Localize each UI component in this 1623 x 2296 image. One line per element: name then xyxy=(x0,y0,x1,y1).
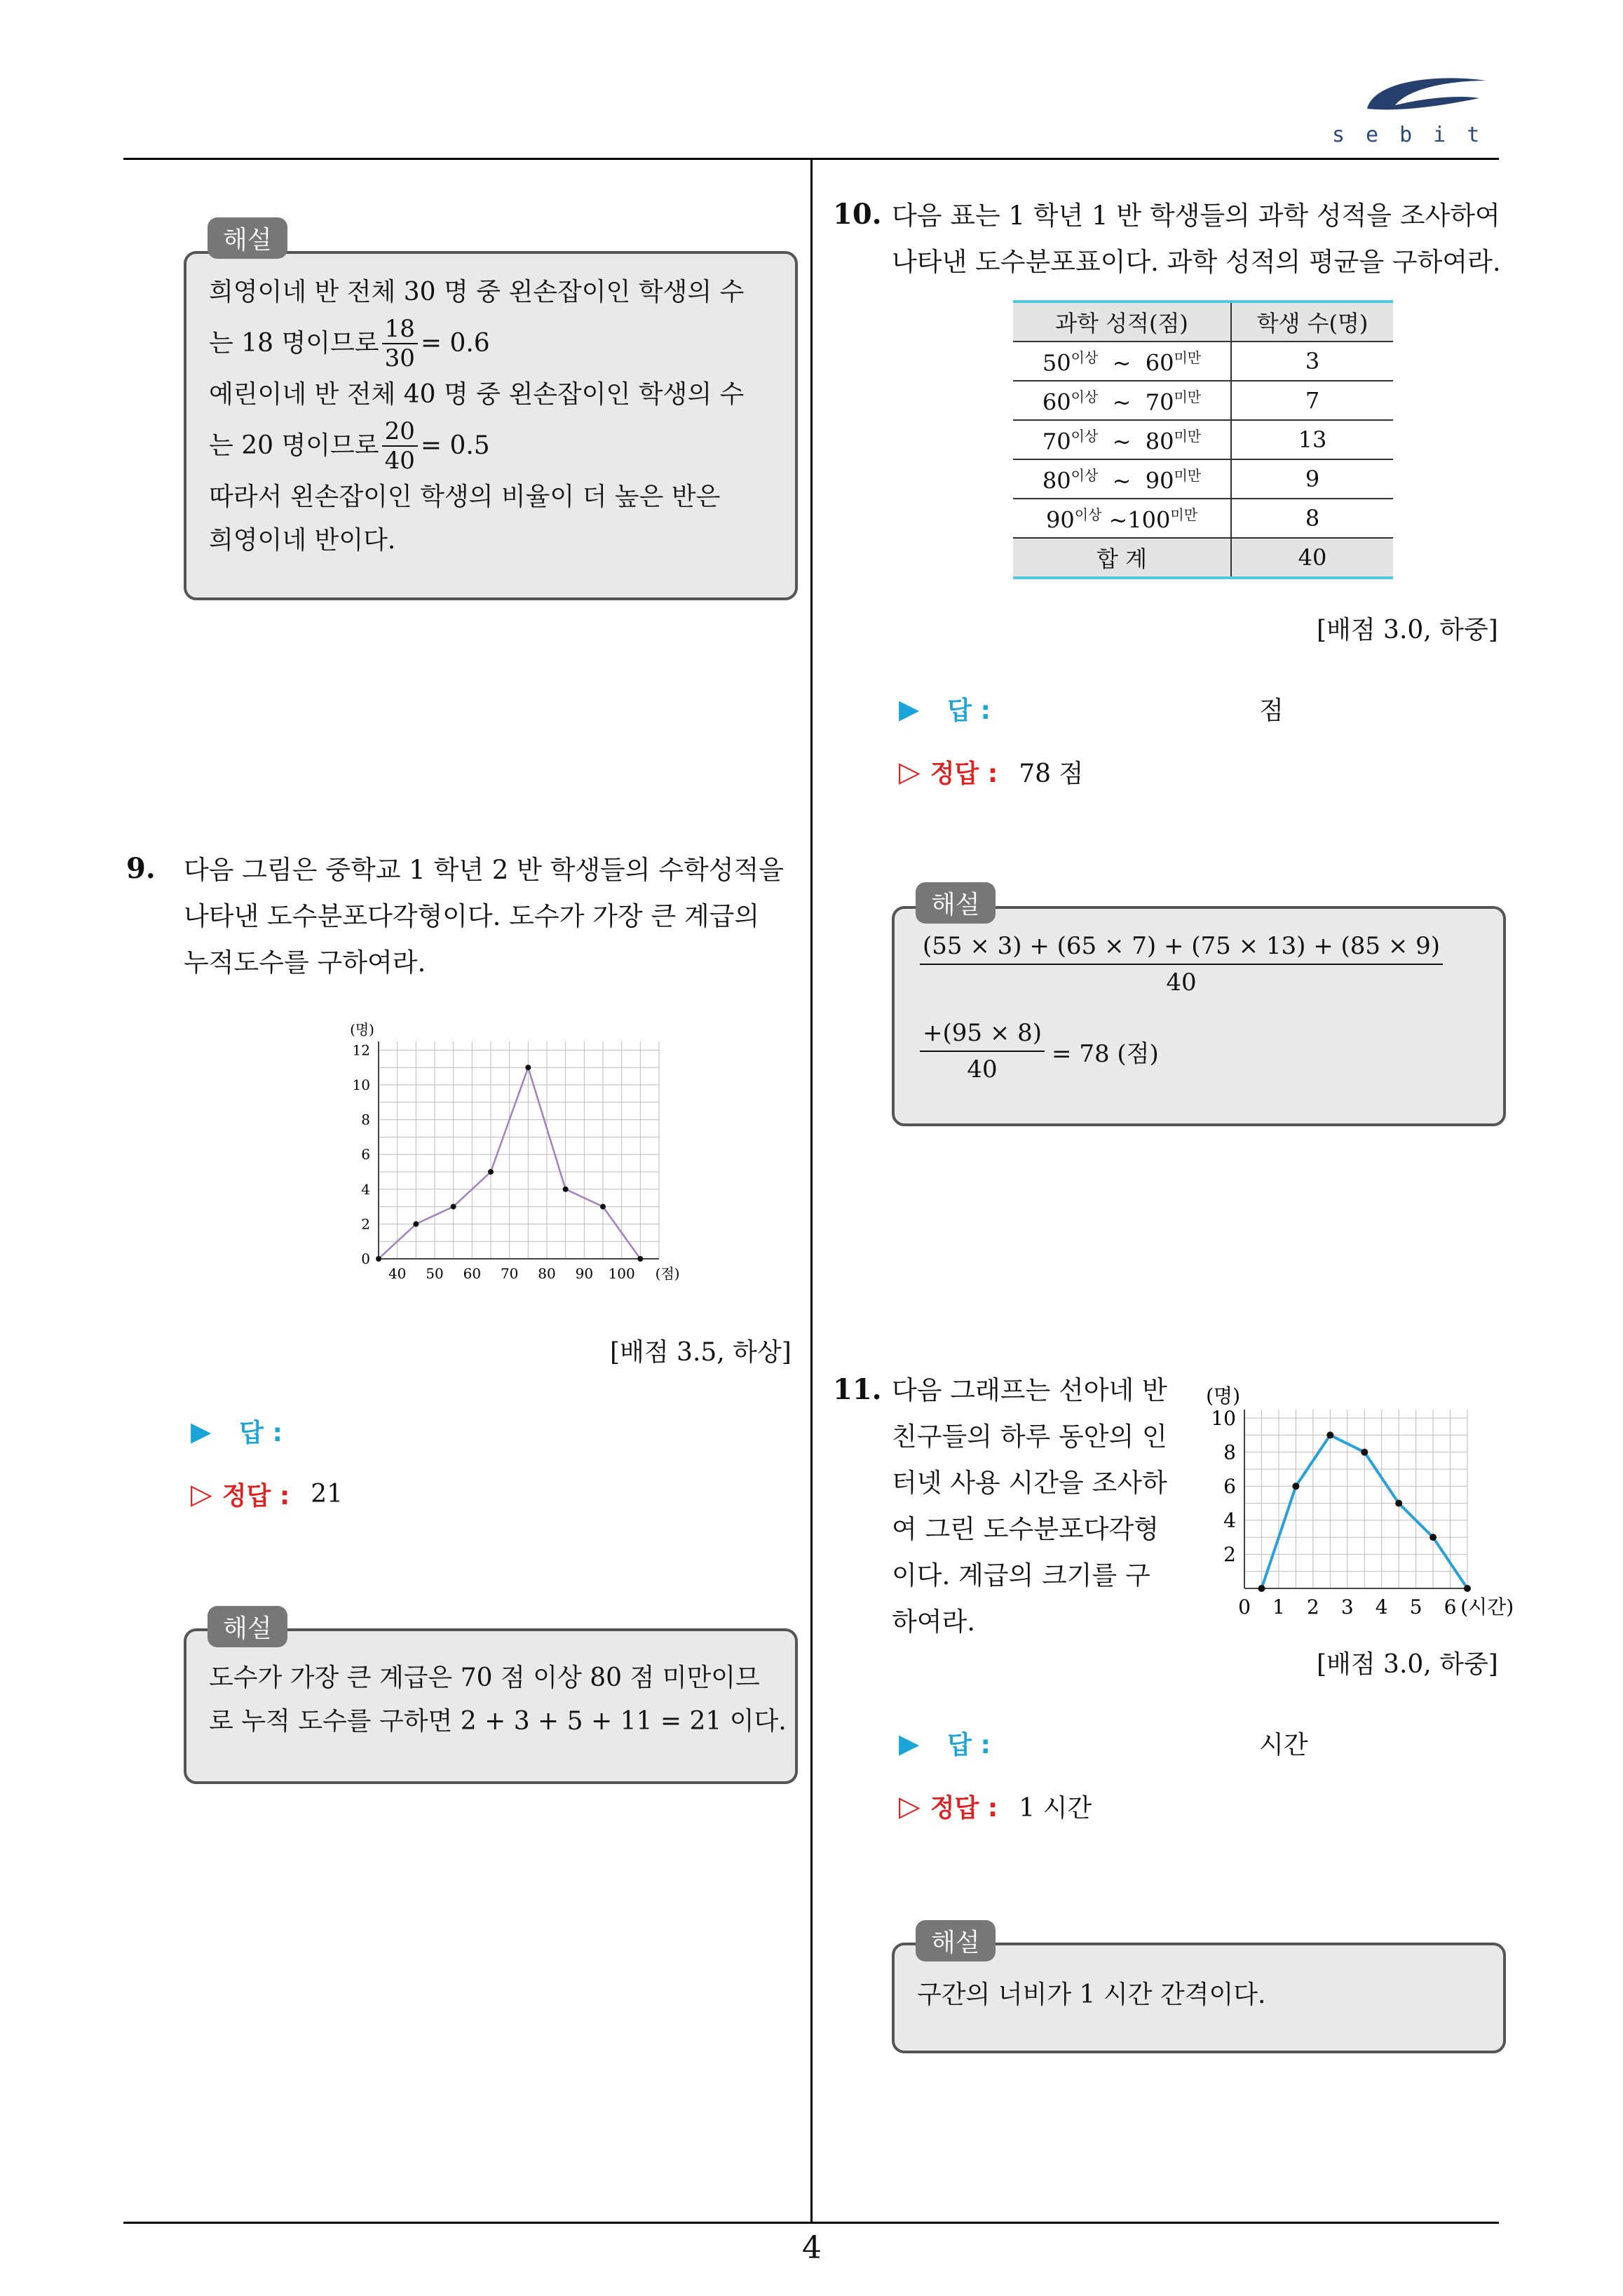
q9-correct-row xyxy=(191,1476,343,1512)
q10-score: [배점 3.0, 하중] xyxy=(1317,616,1498,644)
data-point xyxy=(563,1187,569,1192)
data-point xyxy=(376,1256,381,1262)
q10-explain-fraction-2: $\frac{+(95 \times 8)}{40}$ xyxy=(920,1015,1045,1087)
q9-explanation-box xyxy=(184,1628,798,1784)
page-number: 4 xyxy=(802,2230,822,2266)
q9-question: 다음 그림은 중학교 1 학년 2 반 학생들의 수학성적을 나타낸 도수분포다각형이다. 도수가 가장 큰 계급의 누적도수를 구하여라. xyxy=(184,855,785,978)
q11-frequency-polygon-chart xyxy=(1185,1375,1514,1627)
y-tick-label: 10 xyxy=(1211,1406,1236,1430)
q10-explain-result: = 78 (점) xyxy=(1052,1039,1159,1068)
sebit-logo-icon xyxy=(1353,67,1500,123)
q10-explanation-box xyxy=(892,906,1506,1126)
y-tick-label: 6 xyxy=(1223,1475,1236,1499)
q9-correct-value: 21 xyxy=(311,1480,344,1508)
q9-score: [배점 3.5, 하상] xyxy=(610,1338,792,1367)
q10-correct-row xyxy=(899,754,1083,790)
q10-explanation-badge: 해설 xyxy=(916,882,996,924)
q8-explain-line6: 희영이네 반이다. xyxy=(209,526,396,555)
q9-explain-line2: 로 누적 도수를 구하면 2 + 3 + 5 + 11 = 21 이다. xyxy=(209,1707,787,1736)
column-divider xyxy=(810,160,813,2222)
x-tick-label: 0 xyxy=(1238,1595,1251,1619)
x-tick-label: 100 xyxy=(608,1265,635,1282)
data-point xyxy=(1258,1585,1265,1592)
q9-number: 9. xyxy=(126,852,156,885)
data-point xyxy=(1361,1449,1368,1456)
data-point xyxy=(1326,1431,1333,1438)
answer-arrow-icon: ▶ xyxy=(191,1415,212,1447)
y-tick-label: 4 xyxy=(361,1180,370,1198)
q10-correct-value: 78 점 xyxy=(1019,759,1084,788)
x-tick-label: 5 xyxy=(1409,1595,1422,1619)
q10-number: 10. xyxy=(833,198,882,231)
correct-arrow-icon: ▷ xyxy=(899,1790,921,1823)
q11-answer-label: 답 : xyxy=(947,1731,991,1760)
y-axis-label: (명) xyxy=(1206,1384,1240,1407)
y-tick-label: 8 xyxy=(361,1111,370,1128)
y-tick-label: 10 xyxy=(352,1076,370,1093)
x-tick-label: 70 xyxy=(500,1265,519,1282)
q8-fraction-1: $\frac{18}{30}$ xyxy=(382,315,418,372)
q9-answer-row xyxy=(191,1413,283,1449)
x-tick-label: 40 xyxy=(388,1265,407,1282)
q11-answer-row xyxy=(899,1725,991,1761)
q8-explain-line3: 예린이네 반 전체 40 명 중 왼손잡이인 학생의 수 xyxy=(209,380,745,409)
answer-arrow-icon: ▶ xyxy=(899,693,920,724)
q10-answer-label: 답 : xyxy=(947,696,991,725)
q11-score: [배점 3.0, 하중] xyxy=(1317,1650,1498,1679)
sebit-logo xyxy=(1353,67,1500,123)
x-tick-label: 80 xyxy=(538,1265,556,1282)
data-point xyxy=(451,1204,456,1210)
data-point xyxy=(1395,1500,1402,1507)
y-tick-label: 6 xyxy=(361,1146,370,1163)
q11-correct-value: 1 시간 xyxy=(1019,1794,1092,1823)
table-row: $50^{이상}$ ~ $60^{미만}$ 3 xyxy=(1013,342,1393,381)
footer-rule xyxy=(123,2222,1499,2224)
x-tick-label: 4 xyxy=(1375,1595,1388,1619)
y-tick-label: 4 xyxy=(1223,1508,1236,1532)
q10-correct-label: 정답 : xyxy=(930,759,998,788)
correct-arrow-icon: ▷ xyxy=(899,755,921,788)
x-tick-label: 90 xyxy=(575,1265,594,1282)
q11-answer-unit: 시간 xyxy=(1259,1731,1308,1760)
x-tick-label: 6 xyxy=(1444,1595,1457,1619)
q9-explain-line1: 도수가 가장 큰 계급은 70 점 이상 80 점 미만이므 xyxy=(209,1663,760,1692)
q9-frequency-polygon-chart xyxy=(294,1010,701,1304)
q9-correct-label: 정답 : xyxy=(222,1482,290,1511)
q10-explain-fraction-1: $\frac{(55 \times 3) + (65 \times 7) + (75 \times 13) + (85 \times 9)}{40}$ xyxy=(920,928,1443,1000)
table-header-score: 과학 성적(점) xyxy=(1013,302,1231,342)
data-point xyxy=(1292,1483,1299,1490)
q10-question: 다음 표는 1 학년 1 반 학생들의 과학 성적을 조사하여 나타낸 도수분포표이다. 과학 성적의 평균을 구하여라. xyxy=(892,201,1501,277)
q9-answer-label: 답 : xyxy=(239,1419,283,1447)
x-axis-label: (점) xyxy=(655,1265,680,1282)
q11-correct-label: 정답 : xyxy=(930,1794,998,1823)
data-point xyxy=(413,1221,419,1227)
x-axis-label: (시간) xyxy=(1460,1595,1514,1619)
q11-question: 다음 그래프는 선아네 반 친구들의 하루 동안의 인 터넷 사용 시간을 조사하 여 그린 도수분포다각형 이다. 계급의 크기를 구 하여라. xyxy=(892,1375,1167,1637)
q8-explanation-box xyxy=(184,251,798,600)
q11-correct-row xyxy=(899,1788,1092,1824)
table-row: $90^{이상}$ $\sim 100^{미만}$ 8 xyxy=(1013,499,1393,538)
x-tick-label: 2 xyxy=(1306,1595,1319,1619)
data-point xyxy=(1430,1534,1437,1541)
x-tick-label: 60 xyxy=(463,1265,482,1282)
y-tick-label: 2 xyxy=(361,1215,370,1233)
y-tick-label: 12 xyxy=(352,1041,370,1059)
data-point xyxy=(637,1256,643,1262)
table-header-count: 학생 수(명) xyxy=(1231,302,1393,342)
sebit-logo-text: sebit xyxy=(1332,123,1501,147)
y-tick-label: 8 xyxy=(1223,1440,1236,1464)
y-tick-label: 2 xyxy=(1223,1543,1236,1567)
table-row: $80^{이상}$ ~ $90^{미만}$ 9 xyxy=(1013,459,1393,499)
table-row: $70^{이상}$ ~ $80^{미만}$ 13 xyxy=(1013,420,1393,459)
q10-answer-row xyxy=(899,691,991,727)
correct-arrow-icon: ▷ xyxy=(191,1478,212,1511)
x-tick-label: 3 xyxy=(1340,1595,1354,1619)
data-point xyxy=(600,1204,606,1210)
table-total-row: 합 계 40 xyxy=(1013,538,1393,578)
data-point xyxy=(1464,1585,1471,1592)
q11-number: 11. xyxy=(833,1373,882,1406)
y-tick-label: 0 xyxy=(361,1250,370,1267)
q10-frequency-table xyxy=(1013,300,1393,579)
q11-explain-line1: 구간의 너비가 1 시간 간격이다. xyxy=(917,1980,1266,2009)
q8-explain-line1: 희영이네 반 전체 30 명 중 왼손잡이인 학생의 수 xyxy=(209,278,745,306)
table-row: $60^{이상}$ ~ $70^{미만}$ 7 xyxy=(1013,381,1393,420)
q9-explanation-badge: 해설 xyxy=(208,1606,287,1647)
x-tick-label: 50 xyxy=(426,1265,444,1282)
y-axis-label: (명) xyxy=(350,1021,374,1038)
q8-explanation-badge: 해설 xyxy=(208,217,287,259)
q8-explain-line4: 는 20 명이므로 $\frac{20}{40}$ = 0.5 xyxy=(209,417,490,475)
q10-answer-unit: 점 xyxy=(1259,696,1284,725)
q8-fraction-2: $\frac{20}{40}$ xyxy=(382,417,418,475)
q11-explanation-badge: 해설 xyxy=(916,1920,996,1961)
x-tick-label: 1 xyxy=(1272,1595,1285,1619)
q8-explain-line2: 는 18 명이므로 $\frac{18}{30}$ = 0.6 xyxy=(209,315,490,372)
answer-arrow-icon: ▶ xyxy=(899,1727,920,1759)
data-point xyxy=(488,1169,494,1175)
q8-explain-line5: 따라서 왼손잡이인 학생의 비율이 더 높은 반은 xyxy=(209,482,721,511)
data-point xyxy=(525,1065,531,1070)
